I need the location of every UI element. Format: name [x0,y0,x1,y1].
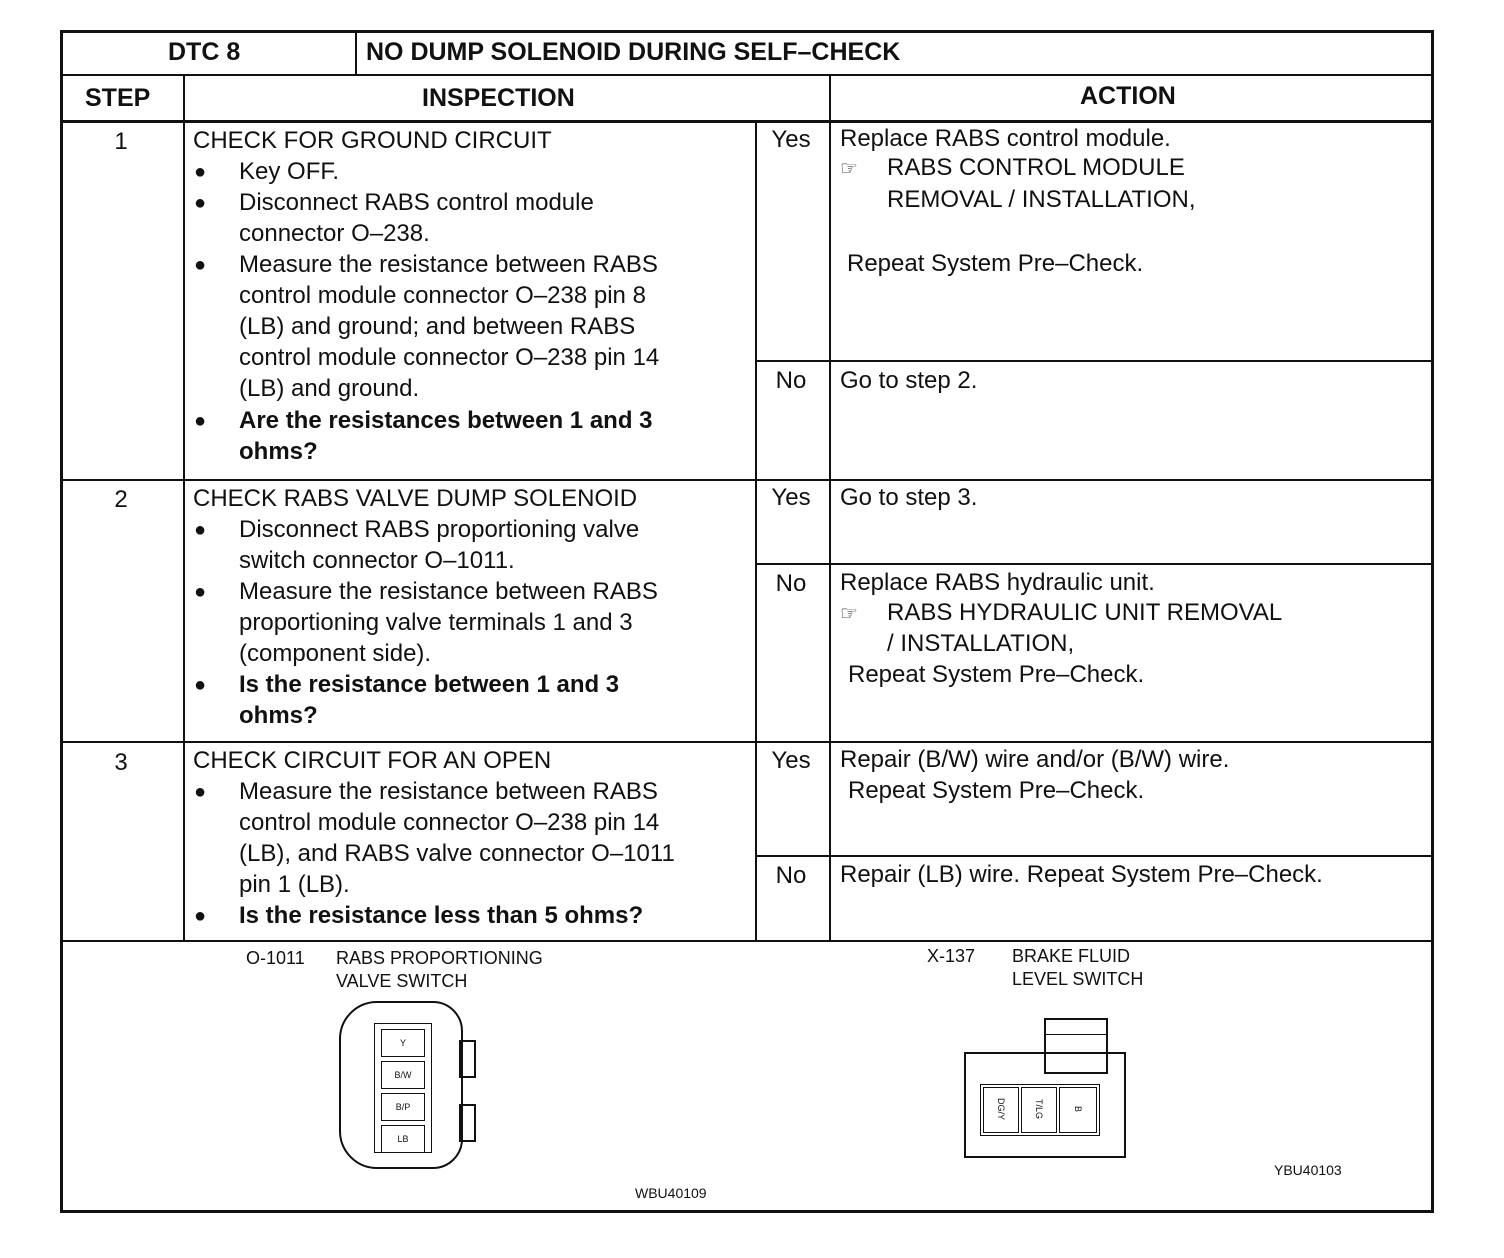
inspection-text: Measure the resistance between RABS [239,778,658,805]
no-label: No [775,862,807,889]
inspection-question: Is the resistance less than 5 ohms? [239,902,644,929]
inspection-text: connector O–238. [239,220,430,247]
bullet-icon: ● [194,410,207,432]
pin-bp: B/P [381,1093,425,1121]
bullet-icon: ● [194,192,207,214]
dtc-code: DTC 8 [168,38,241,66]
inspection-text: control module connector O–238 pin 14 [239,809,660,836]
pin-b-label: B [1072,1105,1083,1113]
inspection-text: Measure the resistance between RABS [239,578,658,605]
connector-name: LEVEL SWITCH [1012,969,1144,989]
connector-name: RABS PROPORTIONING [336,948,543,968]
divider [60,940,1434,942]
connector-name: BRAKE FLUID [1012,946,1131,966]
bullet-icon: ● [194,519,207,541]
pin-tlg-label: T/LG [1033,1098,1044,1120]
no-label: No [775,367,807,394]
pin-b [1059,1087,1097,1133]
divider [1044,1034,1108,1035]
action-text: Go to step 2. [840,367,978,394]
step-title: CHECK CIRCUIT FOR AN OPEN [193,747,552,774]
dtc-title: NO DUMP SOLENOID DURING SELF–CHECK [366,38,901,66]
divider [60,120,1434,123]
reference-text: / INSTALLATION, [887,630,1075,657]
step-column-header: STEP [85,84,151,112]
divider [60,741,1434,743]
step-title: CHECK RABS VALVE DUMP SOLENOID [193,485,638,512]
yes-label: Yes [771,747,811,774]
bullet-icon: ● [194,581,207,603]
inspection-text: (LB) and ground. [239,375,420,402]
divider [829,75,831,941]
inspection-column-header: INSPECTION [422,84,575,112]
reference-text: REMOVAL / INSTALLATION, [887,186,1196,213]
pin-tlg [1021,1087,1057,1133]
divider [183,75,185,941]
divider [756,855,1434,857]
yes-label: Yes [771,126,811,153]
divider [755,121,757,941]
step-title: CHECK FOR GROUND CIRCUIT [193,127,552,154]
divider [756,360,1434,362]
inspection-question: Is the resistance between 1 and 3 [239,671,620,698]
pin-dgy [983,1087,1019,1133]
connector-name: VALVE SWITCH [336,971,468,991]
inspection-text: (LB) and ground; and between RABS [239,313,636,340]
bullet-icon: ● [194,254,207,276]
yes-label: Yes [771,484,811,511]
connector-code: O-1011 [246,948,305,968]
step-number: 2 [114,486,128,513]
inspection-question: ohms? [239,702,318,729]
divider [60,479,1434,481]
action-text: Repeat System Pre–Check. [847,250,1144,277]
connector-code: X-137 [927,946,976,966]
action-text: Repair (B/W) wire and/or (B/W) wire. [840,746,1230,773]
action-text: Repeat System Pre–Check. [848,661,1145,688]
bullet-icon: ● [194,161,207,183]
inspection-text: control module connector O–238 pin 8 [239,282,646,309]
action-text: Repair (LB) wire. Repeat System Pre–Check. [840,861,1323,888]
connector-latch [459,1040,476,1078]
inspection-text: Measure the resistance between RABS [239,251,658,278]
inspection-text: (LB), and RABS valve connector O–1011 [239,840,675,867]
inspection-text: (component side). [239,640,432,667]
inspection-text: Disconnect RABS proportioning valve [239,516,640,543]
inspection-question: ohms? [239,438,318,465]
inspection-question: Are the resistances between 1 and 3 [239,407,653,434]
no-label: No [775,570,807,597]
pointing-hand-icon: ☞ [840,158,858,180]
reference-text: RABS CONTROL MODULE [887,154,1185,181]
divider [756,563,1434,565]
pin-lb: LB [381,1125,425,1153]
bullet-icon: ● [194,905,207,927]
connector-latch [459,1104,476,1142]
figure-id: WBU40109 [635,1185,707,1201]
bullet-icon: ● [194,781,207,803]
action-text: Replace RABS control module. [840,125,1171,152]
pointing-hand-icon: ☞ [840,603,858,625]
step-number: 1 [114,128,128,155]
reference-text: RABS HYDRAULIC UNIT REMOVAL [887,599,1283,626]
inspection-text: control module connector O–238 pin 14 [239,344,660,371]
divider [355,30,357,76]
pin-dgy-label: DG/Y [995,1097,1006,1121]
pin-bw: B/W [381,1061,425,1089]
inspection-text: pin 1 (LB). [239,871,350,898]
inspection-text: proportioning valve terminals 1 and 3 [239,609,633,636]
inspection-text: switch connector O–1011. [239,547,515,574]
step-number: 3 [114,749,128,776]
action-text: Go to step 3. [840,484,978,511]
pin-y: Y [381,1029,425,1057]
inspection-text: Disconnect RABS control module [239,189,594,216]
bullet-icon: ● [194,674,207,696]
action-text: Repeat System Pre–Check. [848,777,1145,804]
figure-id: YBU40103 [1274,1162,1342,1178]
action-text: Replace RABS hydraulic unit. [840,569,1155,596]
inspection-text: Key OFF. [239,158,340,185]
action-column-header: ACTION [1080,82,1176,110]
divider [60,74,1434,76]
